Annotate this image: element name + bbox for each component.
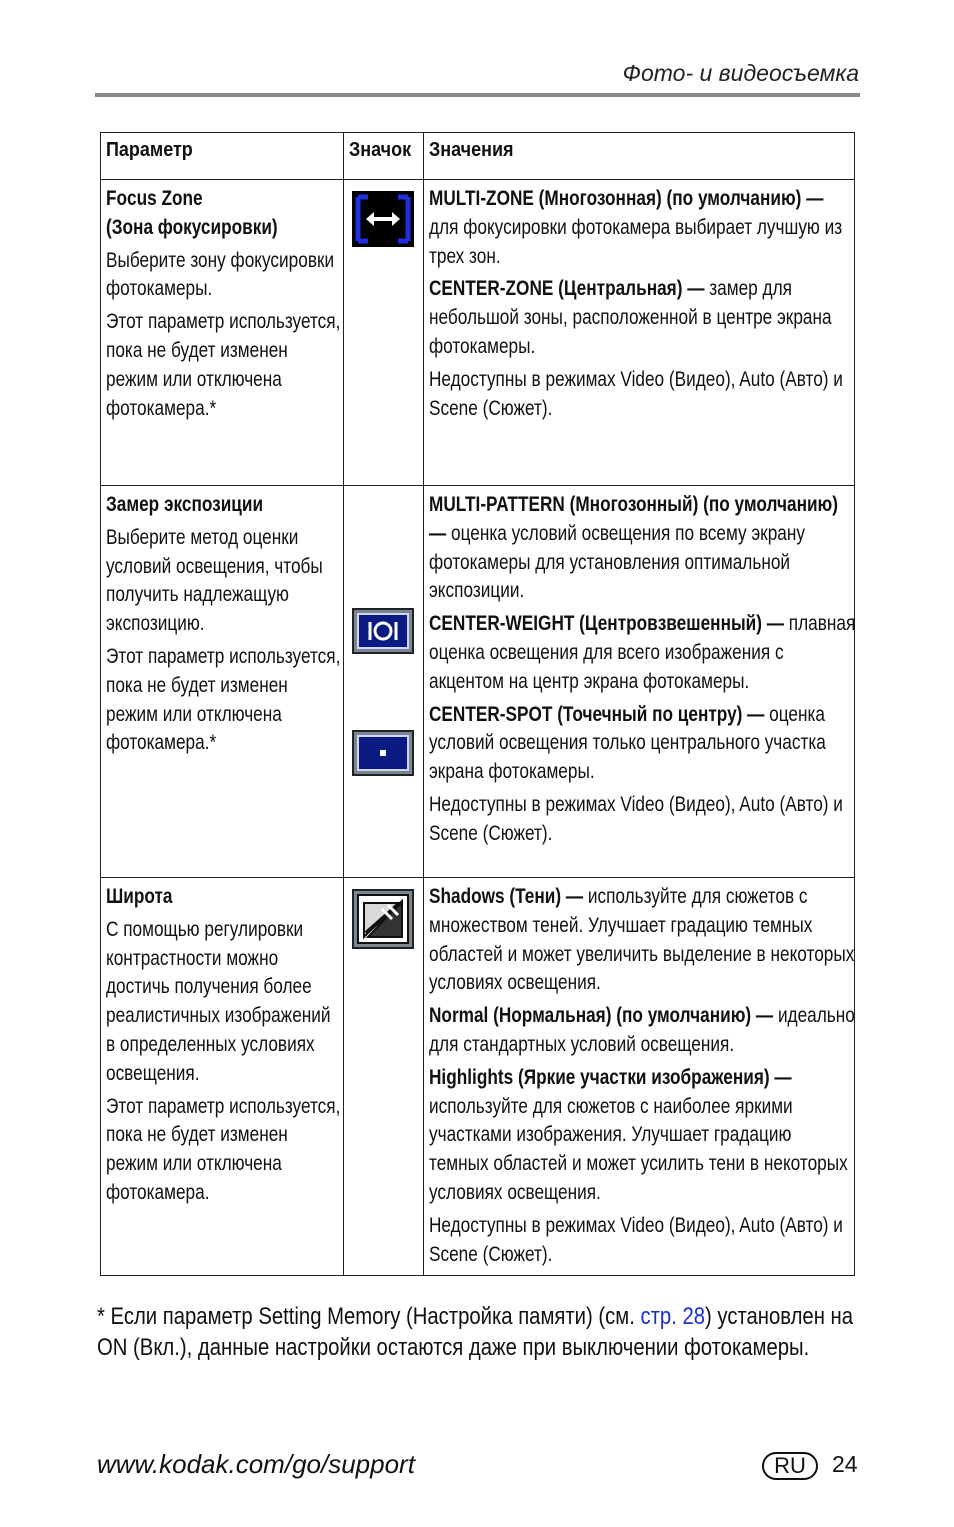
- value-item: CENTER-WEIGHT (Центровзвешенный) — плавная оценка освещения для всего изображения с акцентом на центр экрана фотокамеры.: [429, 612, 856, 693]
- value-item: CENTER-SPOT (Точечный по центру) — оценка условий освещения только центрального участка экрана фотокамеры.: [429, 702, 826, 784]
- icon-cell: [344, 878, 424, 1276]
- param-title: Замер экспозиции: [106, 493, 264, 516]
- value-item: Недоступны в режимах Video (Видео), Auto (Авто) и Scene (Сюжет).: [429, 1213, 843, 1266]
- page-number: 24: [832, 1451, 858, 1477]
- table-row: [101, 486, 855, 878]
- values-cell: [424, 486, 855, 878]
- param-description: Выберите метод оценки условий освещения, чтобы получить надлежащую экспозицию.: [106, 525, 323, 636]
- param-cell: [101, 486, 344, 878]
- language-badge: RU: [762, 1452, 818, 1480]
- param-note: Этот параметр используется, пока не будет изменен режим или отключена фотокамера.*: [106, 644, 341, 755]
- value-item: Normal (Нормальная) (по умолчанию) — идеально для стандартных условий освещения.: [429, 1004, 855, 1056]
- icon-cell: [344, 180, 424, 486]
- footnote: [97, 1301, 858, 1363]
- running-head: Фото- и видеосъемка: [622, 60, 859, 86]
- settings-table: [100, 132, 855, 1276]
- values-cell: [424, 878, 855, 1276]
- column-header-icon: Значок: [344, 133, 416, 180]
- value-item: Недоступны в режимах Video (Видео), Auto (Авто) и Scene (Сюжет).: [429, 792, 843, 845]
- table-row: [101, 180, 855, 486]
- focus-zone-icon: [352, 191, 414, 247]
- value-item: Shadows (Тени) — используйте для сюжетов с множеством теней. Улучшает градацию темных областей и может увеличить выделение в некоторых условиях освещения.: [429, 885, 855, 995]
- icon-cell: [344, 486, 424, 878]
- footnote-text-after: ) установлен на ON (Вкл.), данные настройки остаются даже при выключении фотокамеры.: [97, 1303, 854, 1361]
- values-cell: [424, 180, 855, 486]
- param-cell: [101, 878, 344, 1276]
- center-weight-icon: [352, 608, 414, 654]
- footnote-text-before: * Если параметр Setting Memory (Настройка памяти) (см.: [97, 1303, 641, 1330]
- table-row: [101, 878, 855, 1276]
- support-url: www.kodak.com/go/support: [97, 1449, 415, 1479]
- param-description: С помощью регулировки контрастности можно достичь получения более реалистичных изображений в определенных условиях освещения.: [106, 917, 331, 1085]
- column-header-values: Значения: [424, 133, 812, 180]
- header-rule: [95, 93, 860, 97]
- param-note: Этот параметр используется, пока не будет изменен режим или отключена фотокамера.: [106, 1094, 341, 1204]
- value-item: CENTER-ZONE (Центральная) — замер для небольшой зоны, расположенной в центре экрана фотокамеры.: [429, 277, 832, 358]
- value-item: MULTI-ZONE (Многозонная) (по умолчанию) — для фокусировки фотокамера выбирает лучшую из трех зон.: [429, 187, 843, 268]
- value-item: Highlights (Яркие участки изображения) — используйте для сюжетов с наиболее яркими участками изображения. Улучшает градацию темных областей и может усилить тени в некоторых условиях освещения.: [429, 1065, 848, 1204]
- latitude-icon: [352, 889, 414, 949]
- value-item: MULTI-PATTERN (Многозонный) (по умолчанию) — оценка условий освещения по всему экрану фотокамеры для установления оптимальной экспозиции.: [429, 493, 839, 603]
- page-reference-link[interactable]: стр. 28: [640, 1303, 706, 1330]
- table-header-row: [101, 133, 855, 180]
- param-title: Широта: [106, 885, 173, 908]
- param-title: Focus Zone: [106, 187, 203, 210]
- center-spot-icon: [352, 730, 414, 776]
- value-item: Недоступны в режимах Video (Видео), Auto (Авто) и Scene (Сюжет).: [429, 367, 843, 420]
- column-header-param: Параметр: [101, 133, 320, 180]
- param-subtitle: (Зона фокусировки): [106, 215, 278, 239]
- param-description: Выберите зону фокусировки фотокамеры.: [106, 248, 335, 301]
- param-note: Этот параметр используется, пока не будет изменен режим или отключена фотокамера.*: [106, 310, 341, 420]
- param-cell: [101, 180, 344, 486]
